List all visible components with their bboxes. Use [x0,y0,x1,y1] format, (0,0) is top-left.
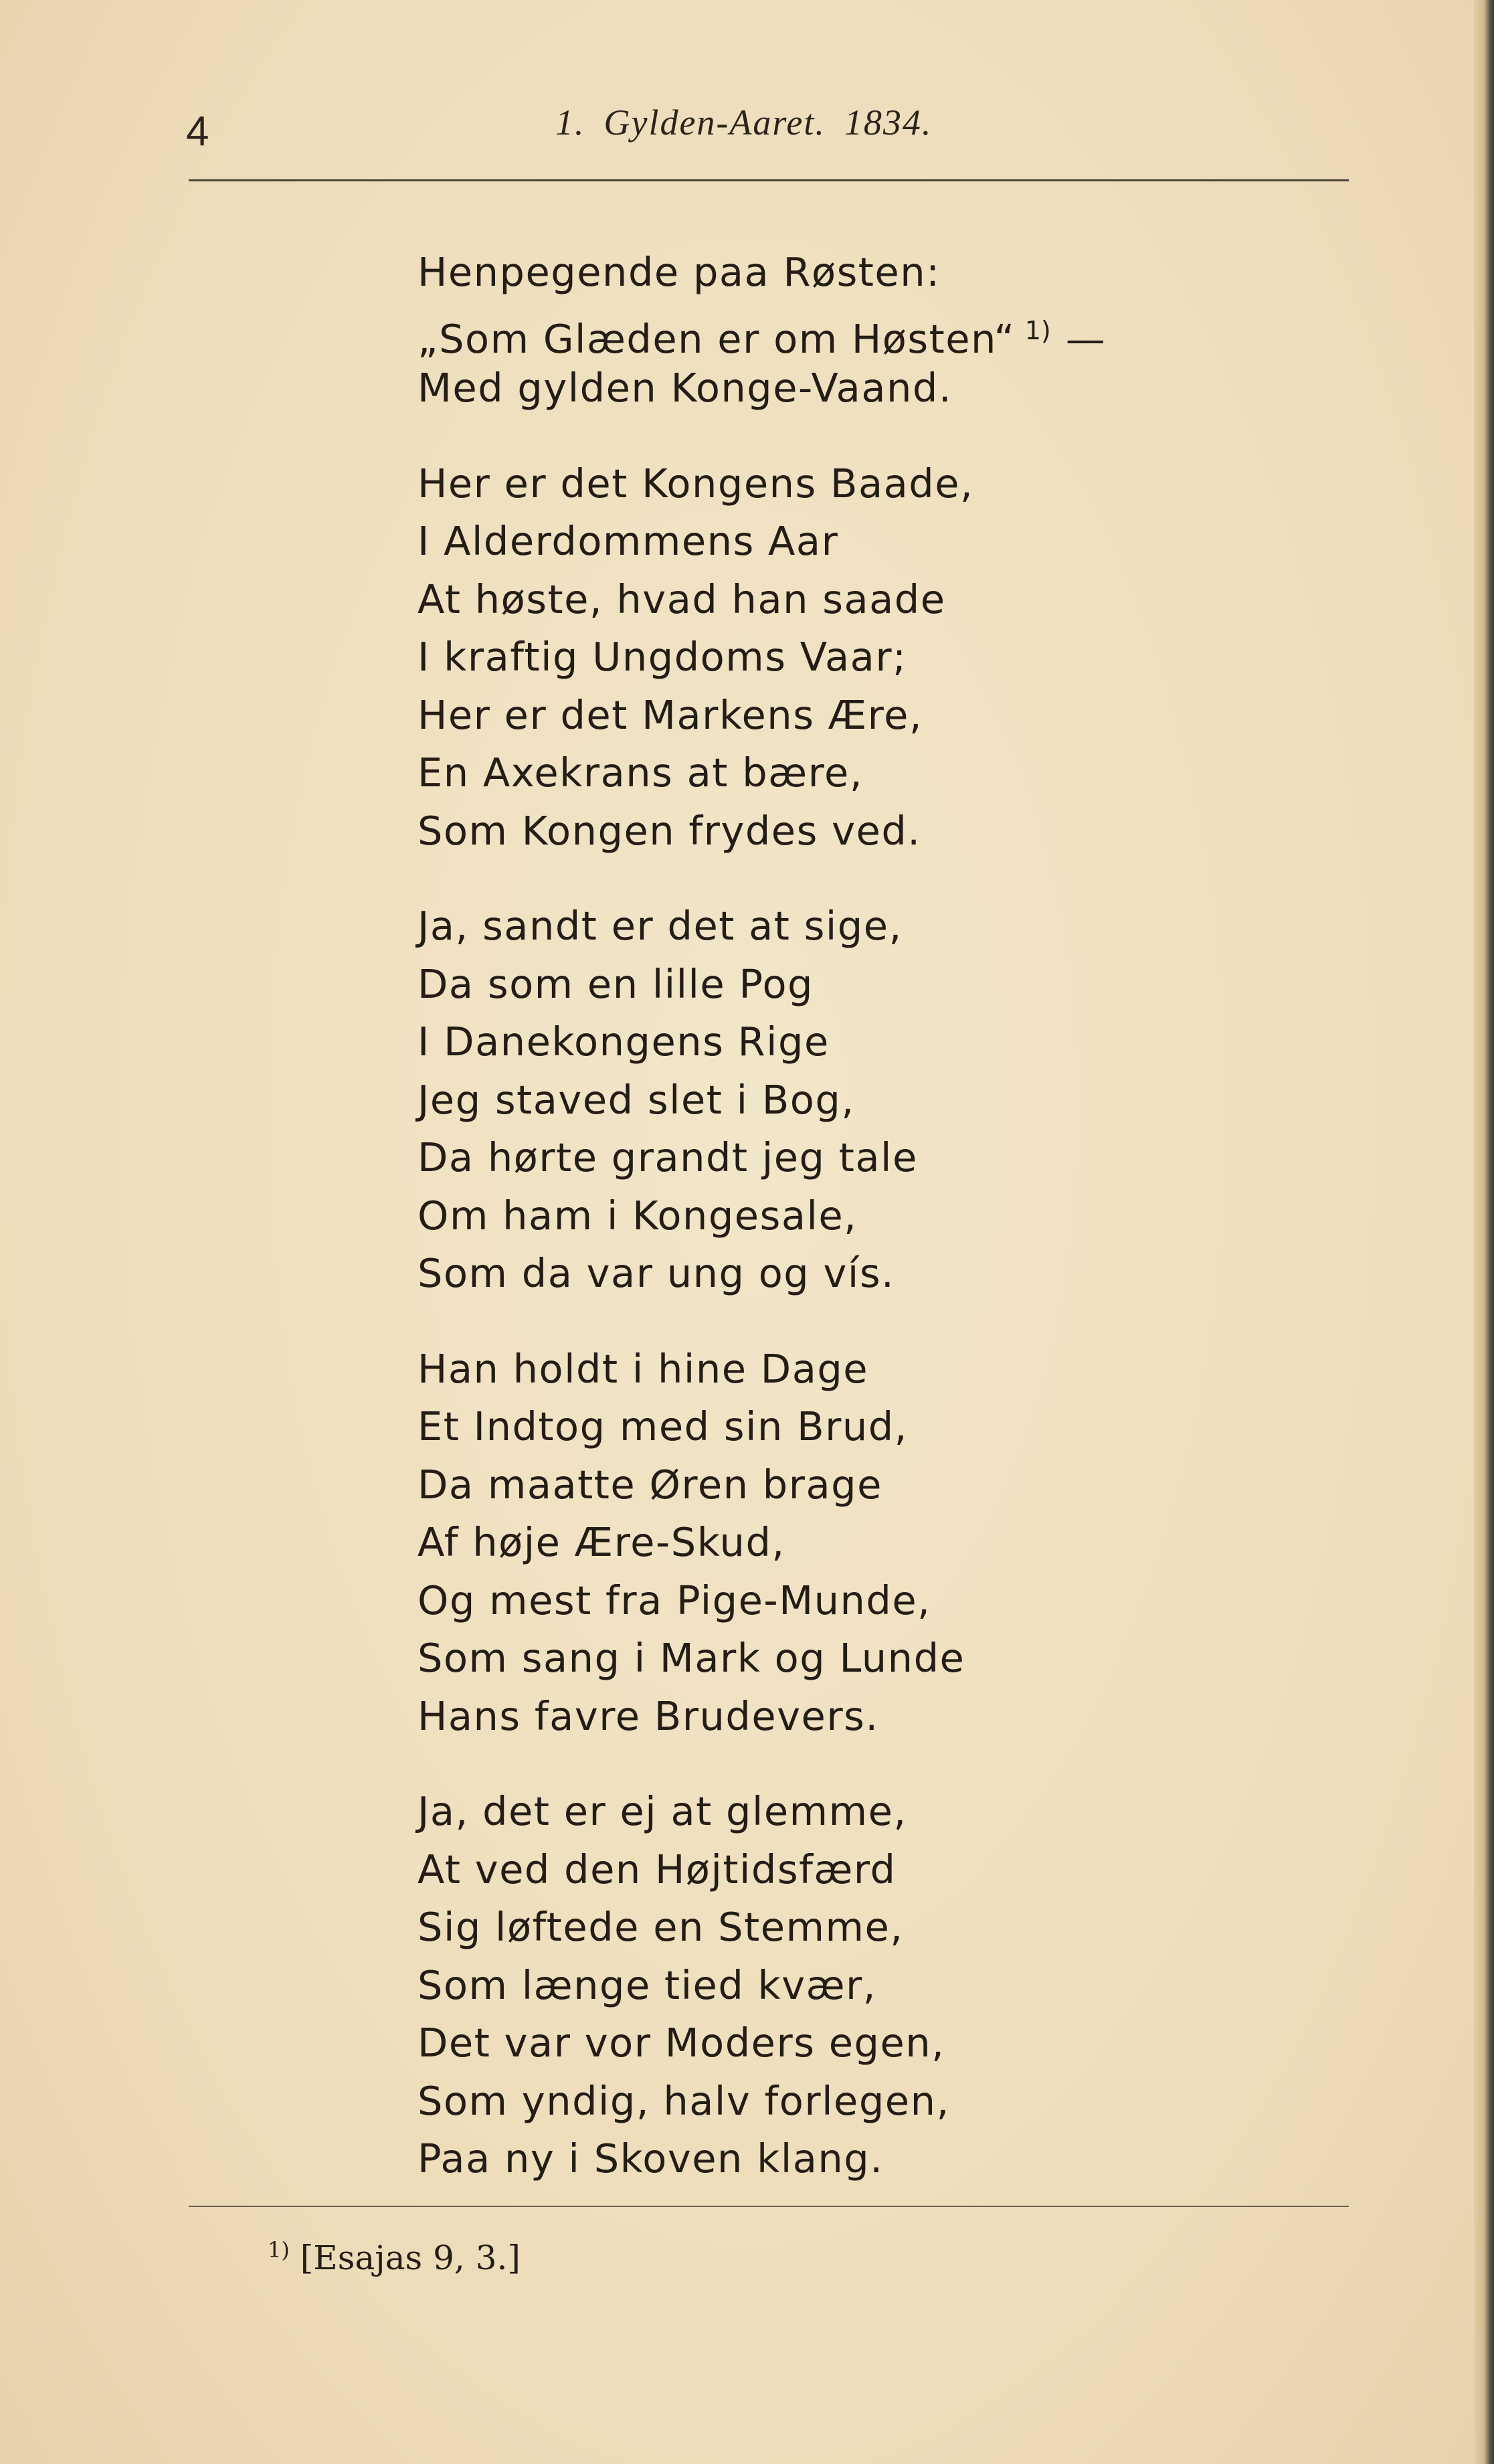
poem-line: Som sang i Mark og Lunde [417,1635,965,1681]
poem-line: Henpegende paa Røsten: [417,249,941,295]
poem-line: I Alderdommens Aar [417,518,839,564]
poem-line: Ja, det er ej at glemme, [417,1788,907,1834]
poem-line: Jeg staved slet i Bog, [417,1076,855,1123]
poem-line: Ja, sandt er det at sige, [417,903,903,949]
page-number: 4 [186,108,209,155]
poem-line: At ved den Højtidsfærd [417,1846,897,1893]
poem-line: Et Indtog med sin Brud, [417,1403,908,1449]
poem-line: Som Kongen frydes ved. [417,807,921,854]
footnote-mark: 1) [268,2237,290,2263]
poem-line: En Axekrans at bære, [417,750,864,796]
poem-line: Som længe tied kvær, [417,1961,877,2008]
poem-line: Som da var ung og vís. [417,1250,895,1296]
poem-line-text: „Som Glæden er om Høsten“ [417,315,1016,362]
poem-line: Af høje Ære-Skud, [417,1519,785,1565]
footnote-text: [Esajas 9, 3.] [300,2238,521,2277]
poem-line: Med gylden Konge-Vaand. [417,365,953,411]
poem-line: Sig løftede en Stemme, [417,1904,904,1950]
poem-line: At høste, hvad han saade [417,576,946,622]
stanza-2 [417,455,1106,861]
poem-line: Her er det Markens Ære, [417,691,923,738]
stanza-4 [417,1340,1106,1746]
poem-line: I kraftig Ungdoms Vaar; [417,634,907,680]
footnote-reference: 1) [1024,315,1051,345]
poem-line: Her er det Kongens Baade, [417,460,974,507]
poem-line: Da hørte grandt jeg tale [417,1134,918,1180]
chapter-year: 1834. [844,102,933,143]
em-dash: — [1065,315,1107,362]
footnote [268,2223,521,2285]
chapter-number: 1. [555,102,585,143]
footnote-rule [189,2206,1349,2207]
running-head [555,104,951,141]
poem-line: Paa ny i Skoven klang. [417,2135,884,2182]
stanza-1 [417,244,1106,418]
chapter-title: Gylden-Aaret. [603,102,826,143]
poem-line: Han holdt i hine Dage [417,1345,869,1392]
page-edge [1474,0,1494,2464]
poem-line: Det var vor Moders egen, [417,2020,945,2066]
poem-line: I Danekongens Rige [417,1019,830,1065]
poem-line: Som yndig, halv forlegen, [417,2077,950,2124]
poem-line-with-footnote [417,302,1106,360]
stanza-5 [417,1783,1106,2188]
header-rule [189,179,1349,181]
poem-line: Da som en lille Pog [417,960,814,1007]
poem-line: Da maatte Øren brage [417,1461,882,1508]
poem-line: Hans favre Brudevers. [417,1692,879,1739]
poem-line: Og mest fra Pige-Munde, [417,1577,931,1623]
poem-body [417,244,1106,2226]
poem-line: Om ham i Kongesale, [417,1192,858,1239]
stanza-3 [417,897,1106,1303]
